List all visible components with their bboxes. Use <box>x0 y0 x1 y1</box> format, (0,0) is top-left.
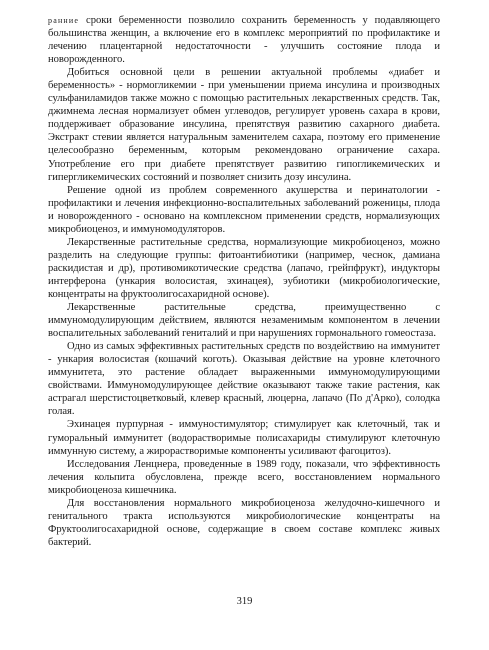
page-body <box>48 14 440 549</box>
paragraph-4: Лекарственные растительные средства, нормализующие микробиоценоз, можно разделить на следующие группы: фитоантибиотики (например, чеснок, дамиана раскидистая и др), противомикотические средства (лапачо, грейпфрукт), индукторы интерферона (ункария волосистая, эхинацея), эубиотики (микробиологические, концентраты на фруктоолигосахаридной основе). <box>48 236 440 300</box>
paragraph-1 <box>48 14 440 66</box>
paragraph-1-lead: ранние <box>48 16 80 25</box>
paragraph-9: Для восстановления нормального микробиоценоза желудочно-кишечного и генитального тракта используются микробиологические концентраты на Фруктоолигосахаридной основе, содержащие в своем составе комплекс живых бактерий. <box>48 497 440 548</box>
paragraph-7: Эхинацея пурпурная - иммуностимулятор; стимулирует как клеточный, так и гуморальный иммунитет (водорастворимые полисахариды стимулируют клеточную иммунную систему, а жирорастворимые компоненты усиливают фагоцитоз). <box>48 419 440 457</box>
paragraph-2: Добиться основной цели в решении актуальной проблемы «диабет и беременность» - нормогликемии - при уменьшении приема инсулина и производных сульфаниламидов также можно с помощью растительных лекарственных средств. Так, джимнема лесная нормализует обмен углеводов, регулирует уровень сахара в крови, поддерживает образование инсулина, препятствуя развитию сахарного диабета. Экстракт стевии является натуральным заменителем сахара, поэтому его применение целесообразно беременным, которым рекомендовано ограничение сахара. Употребление его при диабете препятствует развитию гипогликемических и гипергликемических состояний и позволяет снизить дозу инсулина. <box>48 67 440 183</box>
page-number: 319 <box>236 596 253 607</box>
paragraph-6: Одно из самых эффективных растительных средств по воздействию на иммунитет - ункария волосистая (кошачий коготь). Оказывая действие на уровне клеточного иммунитета, это растение обладает выраженными иммуномодулирующими свойствами. Иммуномодулирующее действие оказывают также такие растения, как астрагал шерстистоцветковый, клевер красный, люцерна, лапачо (По д'Арко), солодка голая. <box>48 341 440 418</box>
paragraph-5: Лекарственные растительные средства, преимущественно с иммуномодулирующим действием, являются незаменимым компонентом в лечении воспалительных заболеваний гениталий и при нарушениях гормонального гомеостаза. <box>48 302 440 340</box>
paragraph-8: Исследования Ленцнера, проведенные в 1989 году, показали, что эффективность лечения кольпита обусловлена, прежде всего, восстановлением нормального микробиоценоза кишечника. <box>48 458 440 496</box>
paragraph-1-text: сроки беременности позволило сохранить беременность у подавляющего большинства женщин, а включение его в комплекс мероприятий по профилактике и лечению плацентарной недостаточности - улучшить состояние плода и новорожденного. <box>48 15 440 66</box>
paragraph-3: Решение одной из проблем современного акушерства и перинатологии - профилактики и лечения инфекционно-воспалительных заболеваний роженицы, плода и новорожденного - основано на комплексном применении средств, нормализующих микробиоценоз, и иммуномодуляторов. <box>48 184 440 235</box>
